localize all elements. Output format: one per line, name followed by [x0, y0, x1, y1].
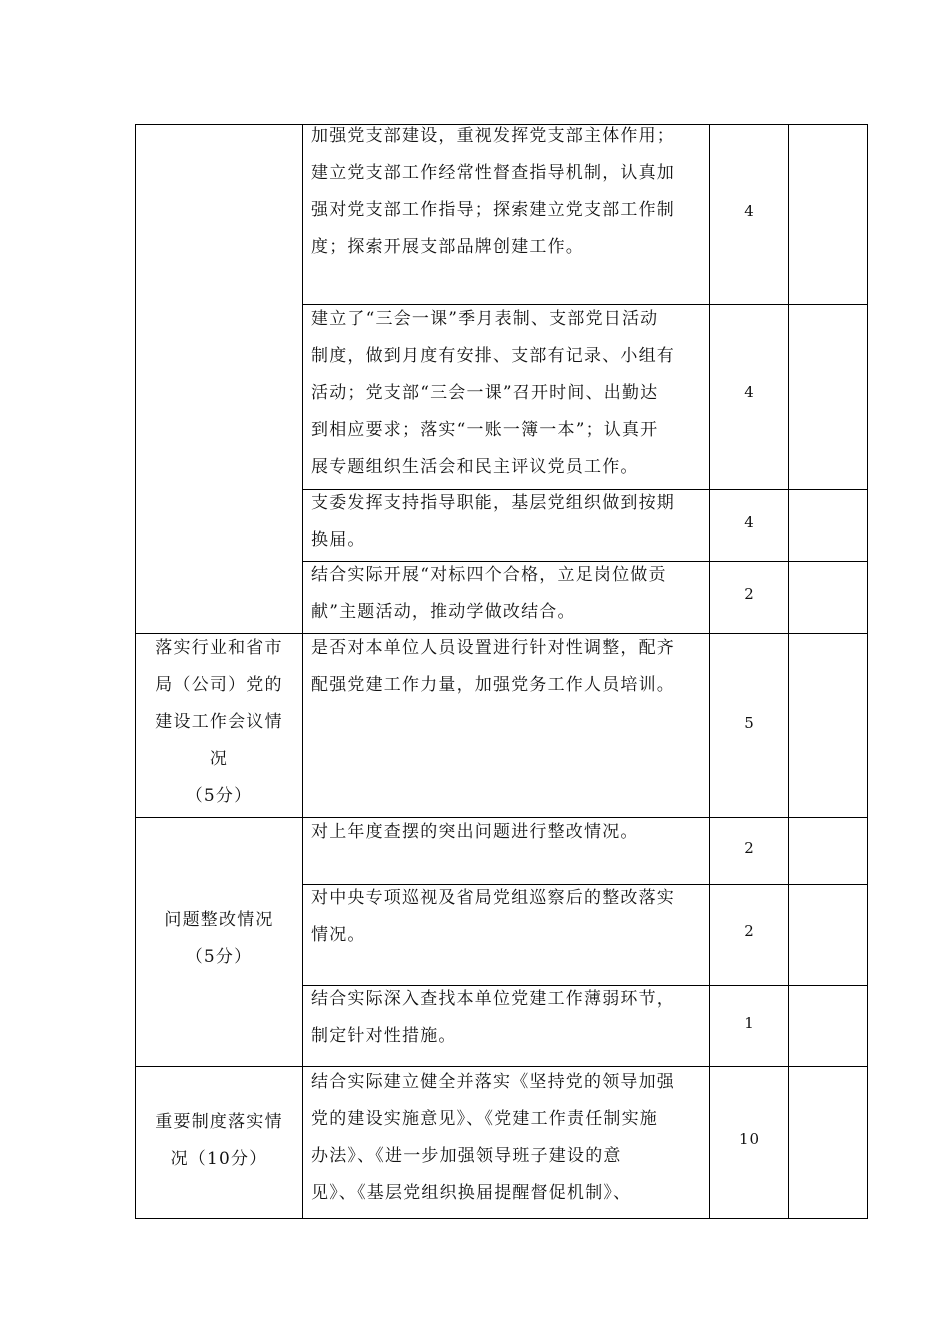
- row-6-score: 2: [744, 839, 755, 857]
- row-4-description: 结合实际开展“对标四个合格，立足岗位做贡 献”主题活动，推动学做改结合。: [311, 565, 667, 622]
- row-2-score: 4: [744, 383, 755, 401]
- row-3-description: 支委发挥支持指导职能，基层党组织做到按期 换届。: [311, 493, 675, 550]
- table-border-left: [135, 124, 136, 1219]
- table-border-right: [867, 124, 868, 1219]
- row-2-description: 建立了“三会一课”季月表制、支部党日活动 制度，做到月度有安排、支部有记录、小组有 活动；党支部“三会一课”召开时间、出勤达 到相应要求；落实“一账一簿一本”；认真开 展专题组织生活会和民主评议党员工作。: [311, 309, 675, 477]
- category-issue-rectification: 问题整改情况 （5分）: [164, 910, 274, 967]
- table-divider-category: [302, 124, 303, 1219]
- row-5-description: 是否对本单位人员设置进行针对性调整，配齐 配强党建工作力量，加强党务工作人员培训。: [311, 638, 675, 695]
- row-8-score: 1: [744, 1014, 755, 1032]
- row-8-description: 结合实际深入查找本单位党建工作薄弱环节， 制定针对性措施。: [311, 989, 675, 1046]
- table-divider-score: [788, 124, 789, 1219]
- row-7-description: 对中央专项巡视及省局党组巡察后的整改落实 情况。: [311, 888, 675, 945]
- row-7-score: 2: [744, 922, 755, 940]
- category-conference-implementation: 落实行业和省市 局（公司）党的 建设工作会议情 况 （5分）: [155, 638, 283, 806]
- row-5-score: 5: [744, 714, 755, 732]
- row-1-description: 加强党支部建设，重视发挥党支部主体作用； 建立党支部工作经常性督查指导机制，认真加 强对党支部工作指导；探索建立党支部工作制 度；探索开展支部品牌创建工作。: [311, 126, 675, 257]
- table-divider-description: [709, 124, 710, 1219]
- row-3-score: 4: [744, 513, 755, 531]
- row-1-score: 4: [744, 202, 755, 220]
- row-9-description: 结合实际建立健全并落实《坚持党的领导加强 党的建设实施意见》、《党建工作责任制实施 办法》、《进一步加强领导班子建设的意 见》、《基层党组织换届提醒督促机制》、: [311, 1072, 675, 1203]
- row-9-score: 10: [738, 1130, 761, 1148]
- row-4-score: 2: [744, 585, 755, 603]
- table-border-bottom: [135, 1218, 868, 1219]
- row-6-description: 对上年度查摆的突出问题进行整改情况。: [311, 822, 639, 842]
- category-key-systems: 重要制度落实情 况（10分）: [155, 1112, 283, 1169]
